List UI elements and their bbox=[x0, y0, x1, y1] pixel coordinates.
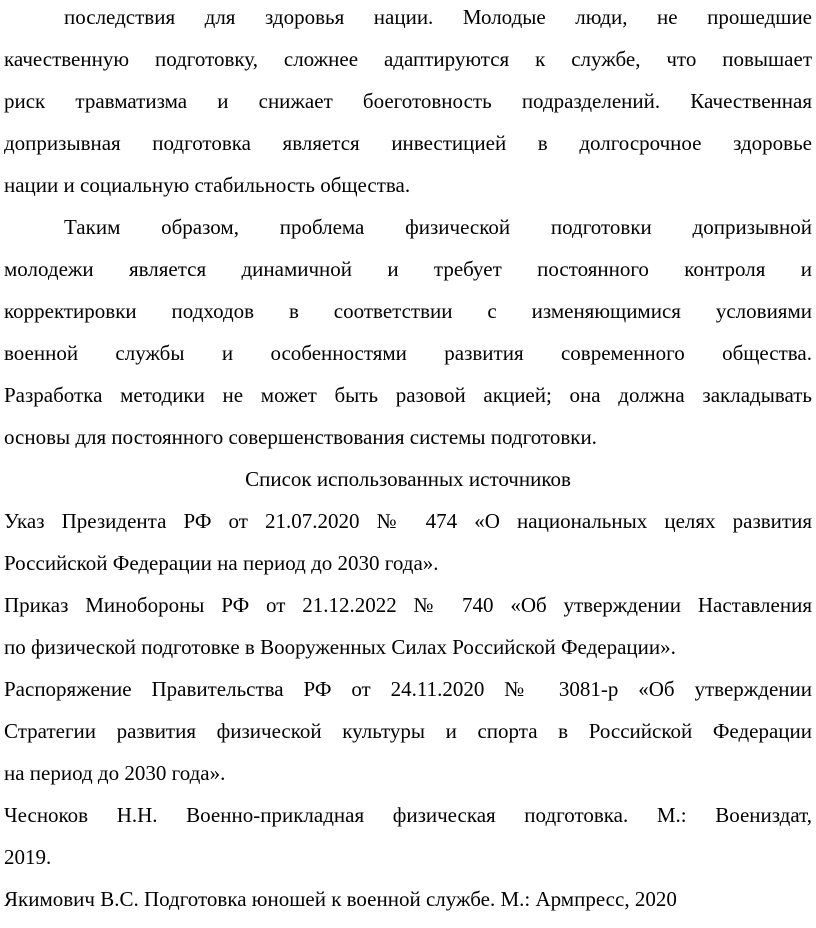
text-line: 2019. bbox=[4, 845, 52, 869]
text-line: допризывная подготовка является инвестицией в долгосрочное здоровье bbox=[4, 131, 812, 155]
text-line: основы для постоянного совершенствования системы подготовки. bbox=[4, 425, 597, 449]
text-line: Якимович В.С. Подготовка юношей к военной службе. М.: Армпресс, 2020 bbox=[4, 887, 677, 911]
text-line: последствия для здоровья нации. Молодые люди, не прошедшие bbox=[64, 5, 812, 29]
text-line: молодежи является динамичной и требует постоянного контроля и bbox=[4, 257, 812, 281]
text-line: Таким образом, проблема физической подготовки допризывной bbox=[64, 215, 812, 239]
text-line: корректировки подходов в соответствии с изменяющимися условиями bbox=[4, 299, 812, 323]
text-line: военной службы и особенностями развития современного общества. bbox=[4, 341, 812, 365]
text-line: Указ Президента РФ от 21.07.2020 № 474 «О национальных целях развития bbox=[4, 509, 812, 533]
text-line: нации и социальную стабильность общества. bbox=[4, 173, 411, 197]
text-line: качественную подготовку, сложнее адаптируются к службе, что повышает bbox=[4, 47, 812, 71]
text-line: Российской Федерации на период до 2030 года». bbox=[4, 551, 439, 575]
text-line: Приказ Минобороны РФ от 21.12.2022 № 740 «Об утверждении Наставления bbox=[4, 593, 812, 617]
text-line: на период до 2030 года». bbox=[4, 761, 226, 785]
text-line: Распоряжение Правительства РФ от 24.11.2020 № 3081-р «Об утверждении bbox=[4, 677, 812, 701]
references-heading: Список использованных источников bbox=[245, 467, 571, 491]
text-line: риск травматизма и снижает боеготовность подразделений. Качественная bbox=[4, 89, 812, 113]
text-line: Разработка методики не может быть разовой акцией; она должна закладывать bbox=[4, 383, 812, 407]
text-line: по физической подготовке в Вооруженных Силах Российской Федерации». bbox=[4, 635, 676, 659]
text-line: Чесноков Н.Н. Военно-прикладная физическая подготовка. М.: Воениздат, bbox=[4, 803, 812, 827]
text-line: Стратегии развития физической культуры и спорта в Российской Федерации bbox=[4, 719, 812, 743]
